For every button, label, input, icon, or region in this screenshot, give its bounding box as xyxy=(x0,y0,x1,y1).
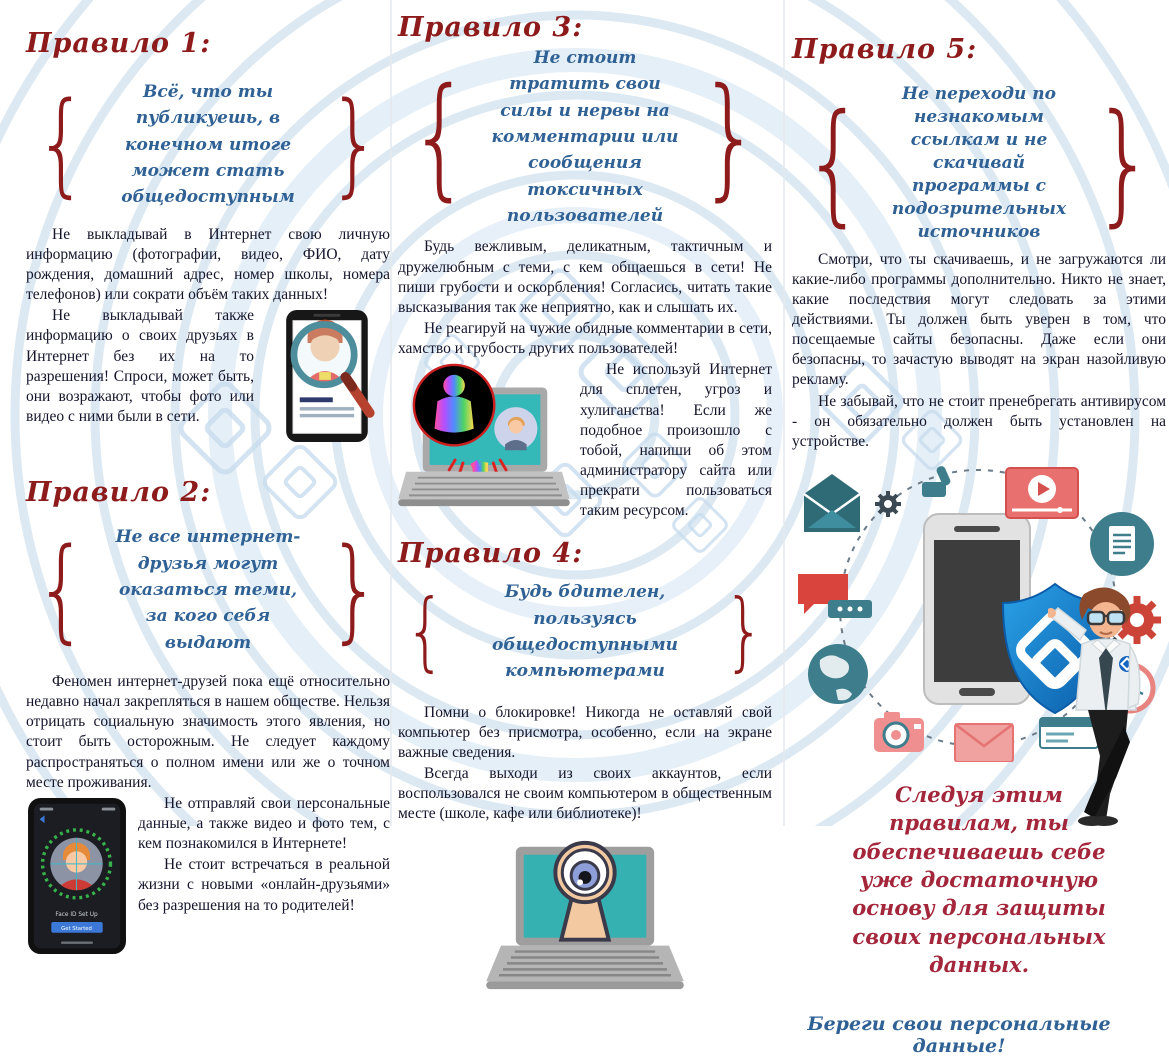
face-id-phone-illustration xyxy=(26,796,128,961)
phone-magnifier-illustration xyxy=(262,308,390,449)
rule-1-paragraph: Не выкладывай также информацию о своих друзьях в Интернет без их на то разрешения! Спроси, может быть, они возражают, чтобы фото или видео с ними были в сети. xyxy=(26,307,254,425)
rule-4-quote-text: Будь бдителен, пользуясь общедоступными компьютерами xyxy=(492,582,678,682)
left-brace-icon: { xyxy=(802,85,866,240)
rule-5-quote-text: Не переходи по незнакомым ссылкам и не скачивай программы с подозрительных источников xyxy=(891,84,1067,242)
right-brace-icon: } xyxy=(724,581,766,682)
rule-3-paragraph: Не используй Интернет для сплетен, угроз и хулиганства! Если же подобное произошло с тобой, напиши об этом администратору сайта или прекрати пользоваться таким ресурсом. xyxy=(580,361,772,520)
rule-5-paragraph: Не забывай, что не стоит пренебрегать антивирусом - он обязательно должен быть установлен на устройстве. xyxy=(792,392,1166,450)
rule-4-heading: Правило 4: xyxy=(398,538,584,570)
rule-4-paragraph: Помни о блокировке! Никогда не оставляй свой компьютер без присмотра, особенно, если на экране важные сведения. xyxy=(398,703,772,762)
closing-message: Следуя этим правилам, ты обеспечиваешь себе уже достаточную основу для защиты своих персональных данных. xyxy=(852,781,1106,978)
panel-middle xyxy=(398,12,772,1002)
face-id-button-label: Get Started xyxy=(61,925,92,932)
envelope-icon xyxy=(955,724,1013,762)
rule-1-quote-text: Всё, что ты публикуешь, в конечном итоге может стать общедоступным xyxy=(121,82,295,208)
document-icon xyxy=(1090,512,1154,576)
rule-2-quote xyxy=(26,524,390,656)
right-brace-icon: } xyxy=(327,79,382,210)
face-id-title: Face ID Set Up xyxy=(55,912,98,919)
left-brace-icon: { xyxy=(404,581,446,682)
rule-3-heading: Правило 3: xyxy=(398,12,584,43)
chat-bubbles-icon xyxy=(798,574,872,618)
rule-3-quote xyxy=(398,45,772,229)
right-brace-icon: } xyxy=(1092,85,1156,240)
rule-2-paragraph: Не отправляй свои персональные данные, а также видео и фото тем, с кем познакомился в Интернете! xyxy=(138,794,390,853)
rule-2-paragraph: Феномен интернет-друзей пока ещё относительно недавно начал закрепляться в нашем обществе. Нельзя отрицать социальную значимость этого явления, но стоит быть осторожным. Не следует каждому распространяться о полном имени или же о точном месте проживания. xyxy=(26,673,390,791)
rule-2-heading: Правило 2: xyxy=(26,477,212,509)
video-player-icon xyxy=(1006,468,1078,518)
panel-left xyxy=(26,28,390,963)
rule-5-paragraph: Смотри, что ты скачиваешь, и не загружаются ли какие-либо программы дополнительно. Никто не знает, какие последствия могут следовать за этими действиями. Ты должен быть уверен в том, что посещаемые сайты безопасны. Даже если они безопасны, то зачастую выводят на экран назойливую рекламу. xyxy=(792,250,1166,389)
rule-3-paragraph: Не реагируй на чужие обидные комментарии в сети, хамство и грубость других пользователей! xyxy=(398,319,772,358)
closing-slogan: Береги свои персональные данные! xyxy=(807,1013,1111,1057)
rule-3-quote-text: Не стоит тратить свои силы и нервы на комментарии или сообщения токсичных пользователей xyxy=(491,48,679,227)
rule-1-paragraph: Не выкладывай в Интернет свою личную информацию (фотографии, видео, ФИО, дату рождения, домашний адрес, номер школы, номера телефонов) или сократи объём таких данных! xyxy=(26,225,390,304)
left-brace-icon: { xyxy=(34,79,89,210)
panel-right xyxy=(792,34,1166,1057)
right-brace-icon: } xyxy=(327,524,382,655)
thumbs-up-icon xyxy=(922,465,952,497)
man-character-illustration xyxy=(1048,580,1166,831)
mail-open-icon xyxy=(804,474,860,532)
rule-1-quote xyxy=(26,79,390,211)
rule-2-quote-text: Не все интернет-друзья могут оказаться теми, за кого себя выдают xyxy=(115,527,301,653)
rule-5-quote xyxy=(792,83,1166,244)
rule-4-quote xyxy=(398,579,772,684)
rule-2-paragraph: Не стоит встречаться в реальной жизни с новыми «онлайн-друзьями» без разрешения на то родителей! xyxy=(138,856,390,914)
rule-1-heading: Правило 1: xyxy=(26,28,212,59)
rule-3-paragraph: Будь вежливым, деликатным, тактичным и дружелюбным с теми, с кем общаешься в сети! Не пиши грубости и оскорбления! Согласись, читать такие высказывания так же неприятно, как и слышать их. xyxy=(398,238,772,316)
right-brace-icon: } xyxy=(698,59,762,214)
left-brace-icon: { xyxy=(408,59,472,214)
rule-4-paragraph: Всегда выходи из своих аккаунтов, если воспользовался не своим компьютером в общественным месте (школе, кафе или библиотеке)! xyxy=(398,765,772,823)
gear-icon xyxy=(875,491,901,517)
camera-icon xyxy=(874,712,924,752)
rule-5-heading: Правило 5: xyxy=(792,34,978,65)
cyberbullying-laptop-illustration xyxy=(398,362,570,517)
globe-icon xyxy=(808,644,868,704)
left-brace-icon: { xyxy=(34,524,89,655)
keyhole-laptop-illustration xyxy=(398,831,772,1002)
